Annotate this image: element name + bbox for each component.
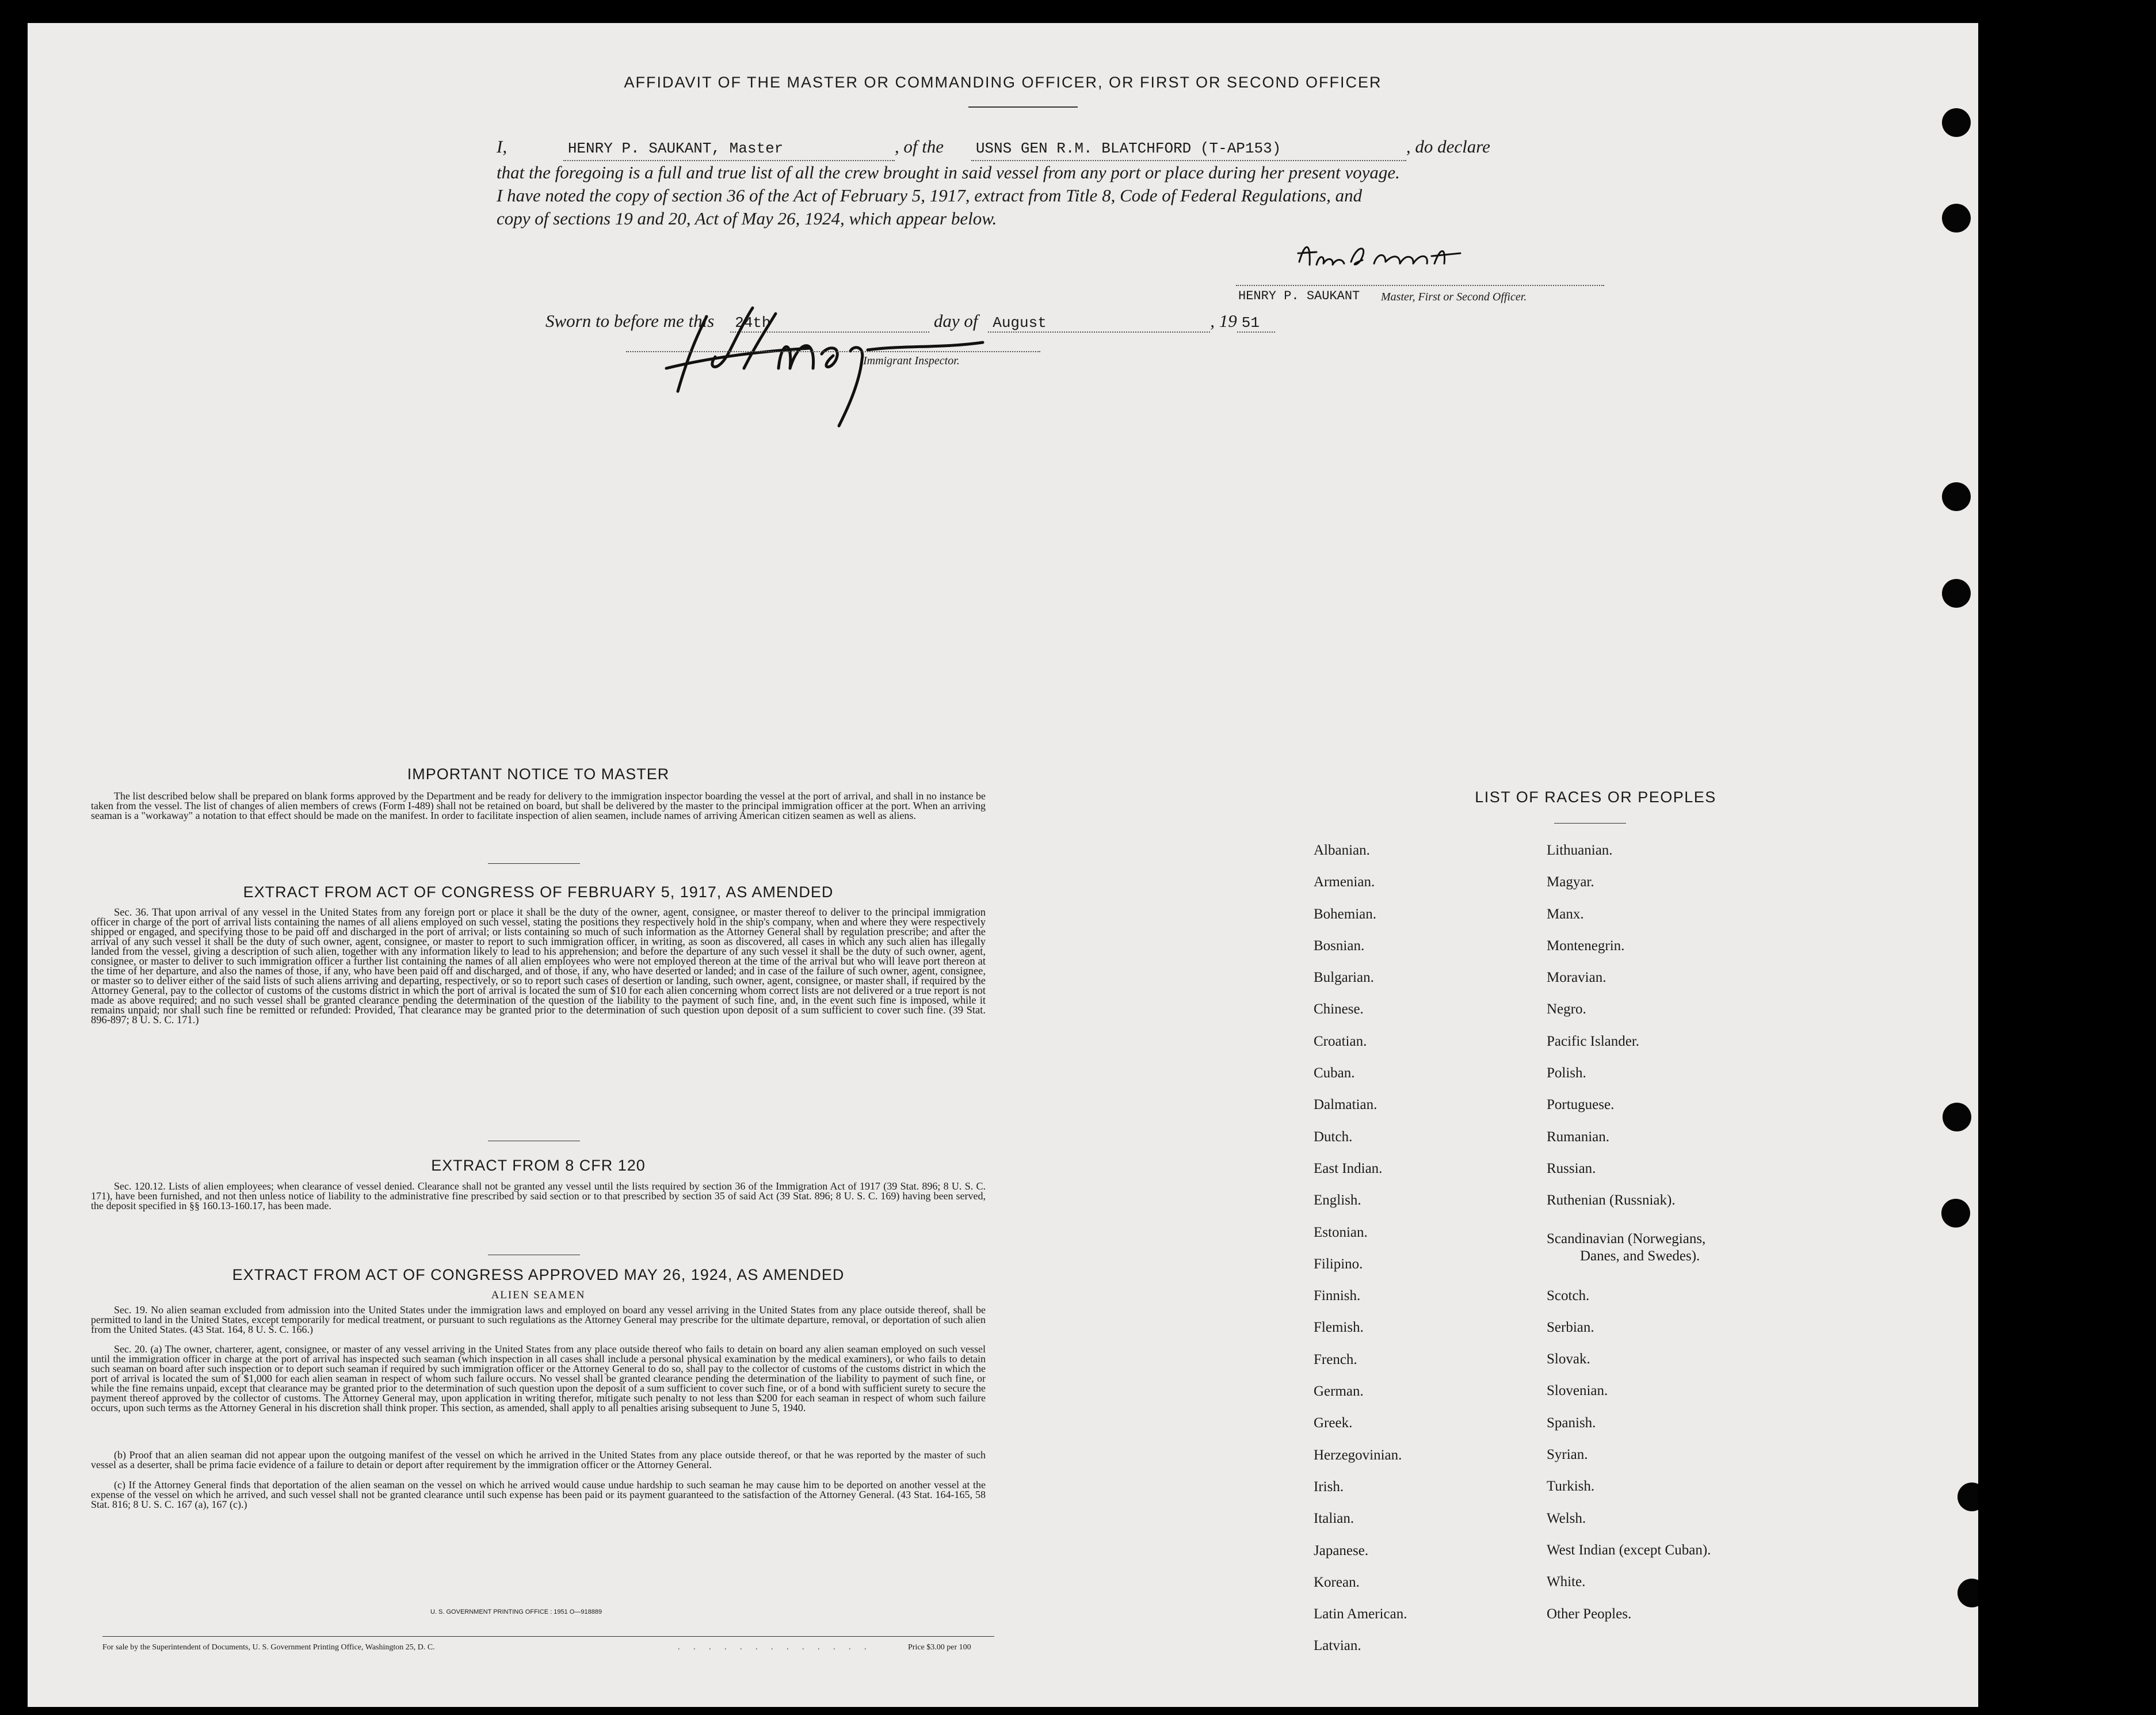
punch-hole (1942, 579, 1971, 608)
list-item: Flemish. (1314, 1320, 1364, 1336)
list-item: Armenian. (1314, 874, 1375, 890)
list-item: English. (1314, 1192, 1361, 1209)
list-item: Greek. (1314, 1415, 1353, 1431)
list-item: Korean. (1314, 1574, 1360, 1590)
list-item: Latin American. (1314, 1606, 1407, 1622)
list-item: Turkish. (1547, 1478, 1595, 1495)
extract3-sec20a: Sec. 20. (a) The owner, charterer, agent, consignee, or master of any vessel arriving in the United States from any place outside thereof who fails to detain on board any alien seaman employed on such vessel until the immigration officer in charge at the port of arrival has inspected such seaman (which inspection in all cases shall include a personal physical examination by the medical examiners), or who fails to detain such seaman on board after such inspection or to deport such seaman if required by such immigration officer or the Attorney General to do so, shall pay to the collector of customs of the customs district in which the port of arrival is located the sum of $1,000 for each alien seaman in respect of whom such failure occurs. No vessel shall be granted clearance pending the determination of the liability to payment of such fine, or while the fine remains unpaid, except that clearance may be granted prior to the determination of such question upon the deposit of a sum sufficient to cover such fine, or of a bond with sufficient surety to secure the payment thereof approved by the collector of customs. The Attorney General may, upon application in writing therefor, mitigate such penalty to not less than $200 for each seaman in respect of whom such failure occurs, upon such terms as the Attorney General in his discretion shall think proper. This section, as amended, shall apply to all penalties arising subsequent to June 5, 1940. (91, 1343, 986, 1413)
master-signature (1293, 236, 1501, 276)
list-item: Pacific Islander. (1547, 1033, 1640, 1049)
sworn-day-field: 24th (730, 314, 929, 333)
master-name-field: HENRY P. SAUKANT, Master (563, 137, 895, 161)
do-declare-text: , do declare (1406, 136, 1490, 157)
list-item: Bosnian. (1314, 937, 1365, 954)
document-page (28, 23, 1978, 1707)
races-left-column (1314, 834, 1407, 1662)
punch-hole (1942, 482, 1971, 511)
list-item: Scotch. (1547, 1287, 1590, 1304)
sale-dots: . . . . . . . . . . . . . (678, 1643, 872, 1652)
list-item: Rumanian. (1547, 1129, 1610, 1145)
list-item: Lithuanian. (1547, 843, 1613, 858)
inspector-label: Immigrant Inspector. (863, 355, 960, 367)
affidavit-title: AFFIDAVIT OF THE MASTER OR COMMANDING OFFICER, OR FIRST OR SECOND OFFICER (624, 74, 1382, 91)
notice-heading: IMPORTANT NOTICE TO MASTER (407, 765, 670, 783)
affidavit-declaration (497, 135, 1653, 230)
list-item: Danes, and Swedes). (1580, 1248, 1700, 1264)
list-item: Herzegovinian. (1314, 1447, 1402, 1463)
list-item: Manx. (1547, 906, 1584, 922)
list-item: Bohemian. (1314, 906, 1377, 922)
punch-hole (1957, 1579, 1978, 1607)
list-item: Other Peoples. (1547, 1606, 1632, 1622)
list-item: Albanian. (1314, 843, 1370, 858)
list-item: French. (1314, 1351, 1357, 1367)
list-item: White. (1547, 1574, 1586, 1590)
list-item: Russian. (1547, 1160, 1596, 1176)
races-right-column (1547, 834, 1711, 1630)
list-item: Slovak. (1547, 1351, 1590, 1367)
list-item: Negro. (1547, 1001, 1586, 1017)
notice-text: The list described below shall be prepared on blank forms approved by the Department and be ready for delivery to the immigration inspector boarding the vessel at the port of arrival, and shall in no instance be taken from the vessel. The list of changes of alien members of crews (Form I-489) shall not be retained on board, but shall be delivered by the master to the principal immigration officer at the port. When an arriving seaman is a "workaway" a notation to that effect should be made on the manifest. In order to facilitate inspection of alien seamen, include names of arriving American citizen seamen as well as aliens. (91, 790, 986, 821)
punch-hole (1957, 1482, 1978, 1511)
punch-hole (1943, 1103, 1971, 1131)
list-item: Syrian. (1547, 1447, 1588, 1463)
extract1-text: Sec. 36. That upon arrival of any vessel in the United States from any foreign port or place it shall be the duty of the owner, agent, consignee, or master thereof to deliver to the principal immigration officer in charge of the port of arrival lists containing the names of all aliens employed on such vessel, stating the positions they respectively hold in the ship's company, when and where they were respectively shipped or engaged, and specifying those to be paid off and discharged in the port of arrival; or lists containing so much of such information as the Attorney General shall by regulation prescribe; and after the arrival of any such vessel it shall be the duty of such owner, agent, consignee, or master to report to such immigration officer, in writing, as soon as discovered, all cases in which any such alien has illegally landed from the vessel, giving a description of such alien, together with any information likely to lead to his apprehension; and before the departure of any such vessel it shall be the duty of such owner, agent, consignee, or master to deliver to such immigration officer a further list containing the names of all alien employees who were not employed thereon at the time of the arrival but who will leave port thereon at the time of her departure, and also the names of those, if any, who have been paid off and discharged, and of those, if any, who have deserted or landed; and in case of the failure of such owner, agent, consignee, or master so to deliver either of the said lists of such aliens arriving and departing, respectively, or so to report such cases of desertion or landing, such owner, agent, consignee, or master shall, if required by the Attorney General, pay to the collector of customs of the customs district in which the port of arrival is located the sum of $10 for each alien concerning whom correct lists are not delivered or a true report is not made as above required; and no such vessel shall be granted clearance pending the determination of the question of the liability to the payment of such fine, and, in the event such fine is imposed, while it remains unpaid; nor shall such fine be remitted or refunded: Provided, That clearance may be granted prior to the determination of such question upon deposit of a sum sufficient to cover such fine. (39 Stat. 896-897; 8 U. S. C. 171.) (91, 907, 986, 1026)
list-item: Filipino. (1314, 1256, 1363, 1272)
declaration-line-1 (497, 135, 1653, 161)
list-item: Latvian. (1314, 1638, 1361, 1654)
list-item: Bulgarian. (1314, 970, 1374, 986)
list-item: Chinese. (1314, 1001, 1364, 1017)
list-item: Welsh. (1547, 1510, 1586, 1526)
extract3-sec20b: (b) Proof that an alien seaman did not appear upon the outgoing manifest of the vessel on which he arrived in the United States from any place outside thereof, or that he was reported by the master of such vessel as a deserter, shall be prima facie evidence of a failure to detain or deport after requirement by the immigration officer or the Attorney General. (91, 1449, 986, 1470)
extract2-text: Sec. 120.12. Lists of alien employees; when clearance of vessel denied. Clearance shall not be granted any vessel until the lists required by section 36 of the Immigration Act of 1917 (39 Stat. 896; 8 U. S. C. 171), have been furnished, and not then unless notice of liability to the administrative fine prescribed by said section or to that prescribed by section 35 of said Act (39 Stat. 896; 8 U. S. C. 169) having been served, the deposit specified in §§ 160.13-160.17, has been made. (91, 1180, 986, 1211)
list-item: Ruthenian (Russniak). (1547, 1192, 1676, 1209)
list-item: Dutch. (1314, 1129, 1353, 1145)
list-item: Portuguese. (1547, 1097, 1615, 1113)
extract3-sec19: Sec. 19. No alien seaman excluded from admission into the United States under the immigration laws and employed on board any vessel arriving in the United States from any place outside thereof, shall be permitted to land in the United States, except temporarily for medical treatment, or pursuant to such regulations as the Attorney General may prescribe for the ultimate departure, removal, or deportation of such alien from the United States. (43 Stat. 164, 8 U. S. C. 166.) (91, 1304, 986, 1335)
extract3-subheading: ALIEN SEAMEN (491, 1289, 586, 1301)
signer-role: Master, First or Second Officer. (1381, 291, 1527, 303)
list-item: Magyar. (1547, 874, 1594, 890)
list-item: Croatian. (1314, 1033, 1367, 1049)
list-item: Polish. (1547, 1065, 1586, 1081)
sale-note: For sale by the Superintendent of Documents, U. S. Government Printing Office, Washington 25, D. C. (102, 1643, 435, 1652)
list-item: Cuban. (1314, 1065, 1355, 1081)
list-item: Dalmatian. (1314, 1097, 1377, 1113)
list-item: Serbian. (1547, 1319, 1594, 1335)
list-item: Finnish. (1314, 1288, 1361, 1304)
list-item: Montenegrin. (1547, 937, 1625, 954)
extract3-heading: EXTRACT FROM ACT OF CONGRESS APPROVED MAY 26, 1924, AS AMENDED (232, 1266, 845, 1283)
pre-name: I, (497, 136, 507, 157)
list-item: East Indian. (1314, 1160, 1383, 1176)
year-prefix: , 19 (1210, 311, 1237, 331)
extract1-heading: EXTRACT FROM ACT OF CONGRESS OF FEBRUARY 5, 1917, AS AMENDED (243, 883, 834, 901)
notice-divider (488, 863, 580, 864)
punch-hole (1942, 204, 1971, 233)
of-the-text: , of the (894, 136, 944, 157)
declaration-line-2: that the foregoing is a full and true list of all the crew brought in said vessel from any port or place during her present voyage. (497, 162, 1400, 182)
races-divider (1554, 823, 1626, 824)
price: Price $3.00 per 100 (908, 1643, 971, 1652)
list-item: Irish. (1314, 1478, 1344, 1495)
declaration-line-4: copy of sections 19 and 20, Act of May 26, 1924, which appear below. (497, 208, 997, 228)
master-signature-line (1236, 285, 1604, 287)
footer-rule (102, 1636, 994, 1637)
list-item: Estonian. (1314, 1224, 1368, 1240)
list-item: Slovenian. (1547, 1383, 1608, 1399)
extract3-sec20c: (c) If the Attorney General finds that deportation of the alien seaman on the vessel on which he arrived would cause undue hardship to such seaman he may cause him to be deported on another vessel at the expense of the vessel on which he arrived, and such vessel shall not be granted clearance until such expense has been paid or its payment guaranteed to the satisfaction of the Attorney General. (43 Stat. 164-165, 58 Stat. 816; 8 U. S. C. 167 (a), 167 (c).) (91, 1479, 986, 1510)
sworn-text: Sworn to before me this (545, 311, 715, 331)
typed-master-name: HENRY P. SAUKANT (1238, 289, 1360, 303)
list-item: Moravian. (1547, 970, 1606, 986)
punch-hole (1941, 1199, 1970, 1228)
vessel-name-field: USNS GEN R.M. BLATCHFORD (T-AP153) (971, 137, 1406, 161)
declaration-line-3: I have noted the copy of section 36 of the Act of February 5, 1917, extract from Title 8, Code of Federal Regulations, and (497, 185, 1363, 205)
extract2-heading: EXTRACT FROM 8 CFR 120 (431, 1157, 646, 1174)
day-of-text: day of (933, 311, 978, 331)
list-item: Italian. (1314, 1511, 1354, 1527)
races-heading: LIST OF RACES OR PEOPLES (1475, 788, 1716, 806)
list-item: Spanish. (1547, 1415, 1596, 1431)
inspector-signature (643, 282, 1017, 432)
punch-hole (1942, 108, 1971, 137)
title-divider (968, 106, 1078, 108)
sworn-month-field: August (988, 314, 1210, 333)
sworn-year-field: 51 (1237, 314, 1275, 333)
list-item: Scandinavian (Norwegians, (1547, 1230, 1706, 1247)
inspector-signature-line (626, 351, 1040, 353)
list-item: Japanese. (1314, 1542, 1369, 1558)
list-item: West Indian (except Cuban). (1547, 1542, 1711, 1558)
printing-office: U. S. GOVERNMENT PRINTING OFFICE : 1951 O—918889 (430, 1609, 602, 1615)
list-item: German. (1314, 1384, 1364, 1400)
